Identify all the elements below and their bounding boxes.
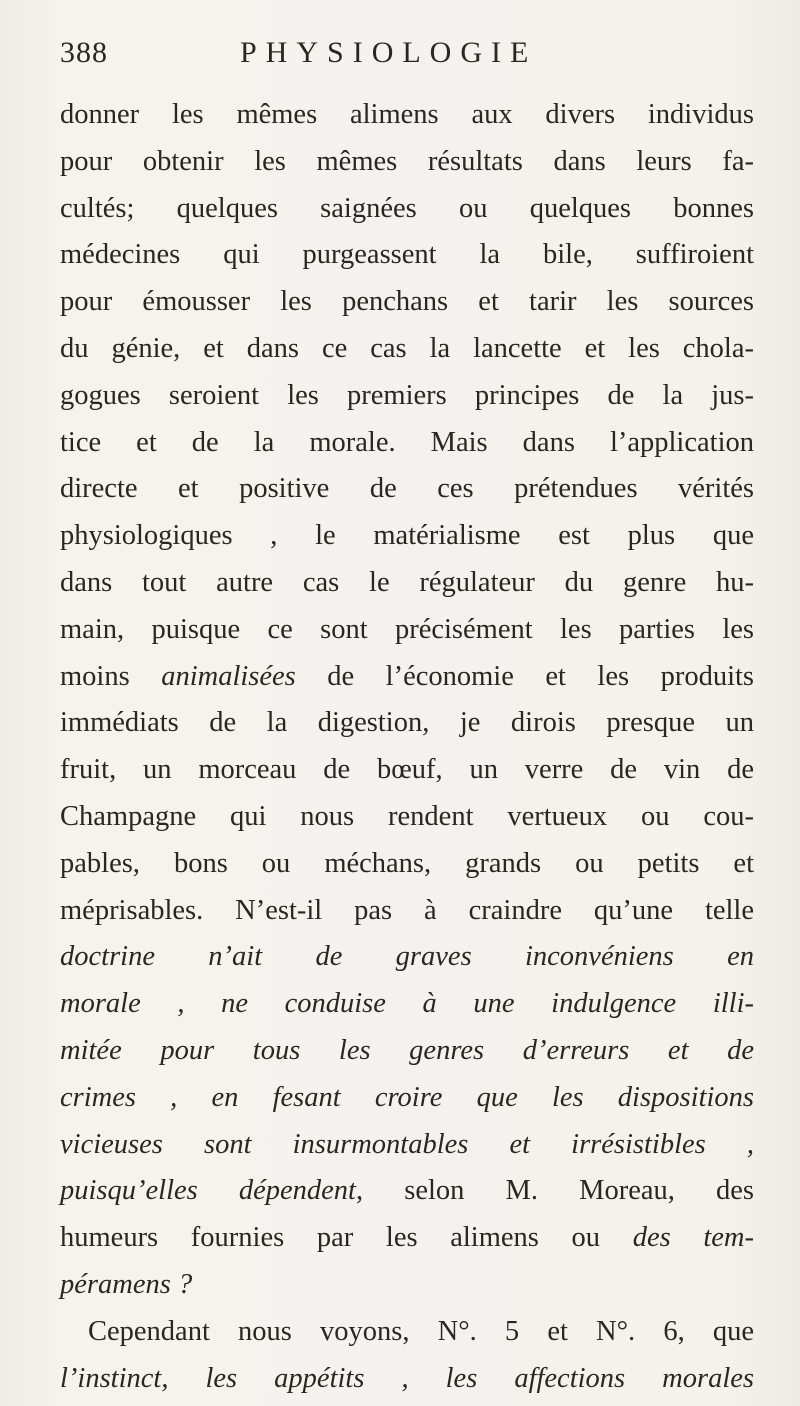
text-line — [60, 794, 754, 841]
text-line — [60, 92, 754, 139]
italic-text: puisqu’elles dépendent — [60, 1175, 356, 1207]
text-run: médecines qui purgeassent la bile, suffiroient — [60, 239, 754, 271]
italic-text: morale , ne conduise à une indulgence illi- — [60, 988, 754, 1020]
text-run: pour obtenir les mêmes résultats dans leurs fa- — [60, 145, 754, 177]
text-line — [60, 1168, 754, 1215]
text-run: de l’économie et les produits — [295, 660, 754, 692]
text-run: , selon M. Moreau, des — [355, 1175, 754, 1207]
text-line — [60, 1215, 754, 1262]
text-line — [60, 981, 754, 1028]
text-line — [60, 654, 754, 701]
body-text — [60, 92, 754, 1402]
text-line — [60, 607, 754, 654]
italic-text: mitée pour tous les genres d’erreurs et de — [60, 1034, 754, 1066]
italic-text: crimes , en fesant croire que les dispositions — [60, 1081, 754, 1113]
text-line — [60, 1075, 754, 1122]
text-line — [60, 326, 754, 373]
text-run: gogues seroient les premiers principes de la jus- — [60, 379, 754, 411]
text-line — [60, 420, 754, 467]
page-header — [60, 36, 760, 76]
text-line — [60, 279, 754, 326]
italic-text: doctrine n’ait de graves inconvéniens en — [60, 941, 754, 973]
text-run: physiologiques , le matérialisme est plus que — [60, 520, 754, 552]
text-line — [60, 232, 754, 279]
text-line — [60, 1262, 754, 1309]
text-run: donner les mêmes alimens aux divers individus — [60, 99, 754, 130]
text-run: méprisables. N’est-il pas à craindre qu’une telle — [60, 894, 754, 926]
text-line — [60, 186, 754, 233]
text-line — [60, 139, 754, 186]
text-run: pables, bons ou méchans, grands ou petits et — [60, 847, 754, 879]
text-run: directe et positive de ces prétendues vérités — [60, 473, 754, 505]
text-run: main, puisque ce sont précisément les parties les — [60, 613, 754, 645]
text-line — [60, 560, 754, 607]
text-run: Champagne qui nous rendent vertueux ou cou- — [60, 800, 754, 832]
italic-text: vicieuses sont insurmontables et irrésistibles , — [60, 1128, 754, 1160]
text-run: tice et de la morale. Mais dans l’application — [60, 426, 754, 458]
text-run: immédiats de la digestion, je dirois presque un — [60, 707, 754, 739]
text-line — [60, 1309, 754, 1356]
text-line — [60, 1028, 754, 1075]
text-line — [60, 888, 754, 935]
text-line — [60, 841, 754, 888]
text-run: pour émousser les penchans et tarir les sources — [60, 286, 754, 318]
text-run: du génie, et dans ce cas la lancette et les chola- — [60, 332, 754, 364]
italic-text: animalisées — [161, 660, 296, 692]
italic-text: des tem- — [632, 1222, 754, 1254]
text-line — [60, 1356, 754, 1403]
page-number: 388 — [60, 36, 108, 69]
text-line — [60, 466, 754, 513]
italic-text: péramens ? — [60, 1268, 193, 1300]
text-run: dans tout autre cas le régulateur du genre hu- — [60, 566, 754, 598]
text-run: fruit, un morceau de bœuf, un verre de vin de — [60, 754, 754, 786]
text-run: moins — [60, 660, 162, 692]
text-line — [60, 747, 754, 794]
text-run: humeurs fournies par les alimens ou — [60, 1222, 633, 1254]
text-line — [60, 934, 754, 981]
text-line — [60, 513, 754, 560]
text-run: Cependant nous voyons, N°. 5 et N°. 6, que — [88, 1315, 754, 1347]
text-line — [60, 373, 754, 420]
text-line — [60, 1122, 754, 1169]
text-run: cultés; quelques saignées ou quelques bonnes — [60, 192, 754, 224]
italic-text: l’instinct, les appétits , les affections morales — [60, 1362, 754, 1394]
text-line — [60, 700, 754, 747]
running-head: PHYSIOLOGIE — [240, 36, 538, 69]
